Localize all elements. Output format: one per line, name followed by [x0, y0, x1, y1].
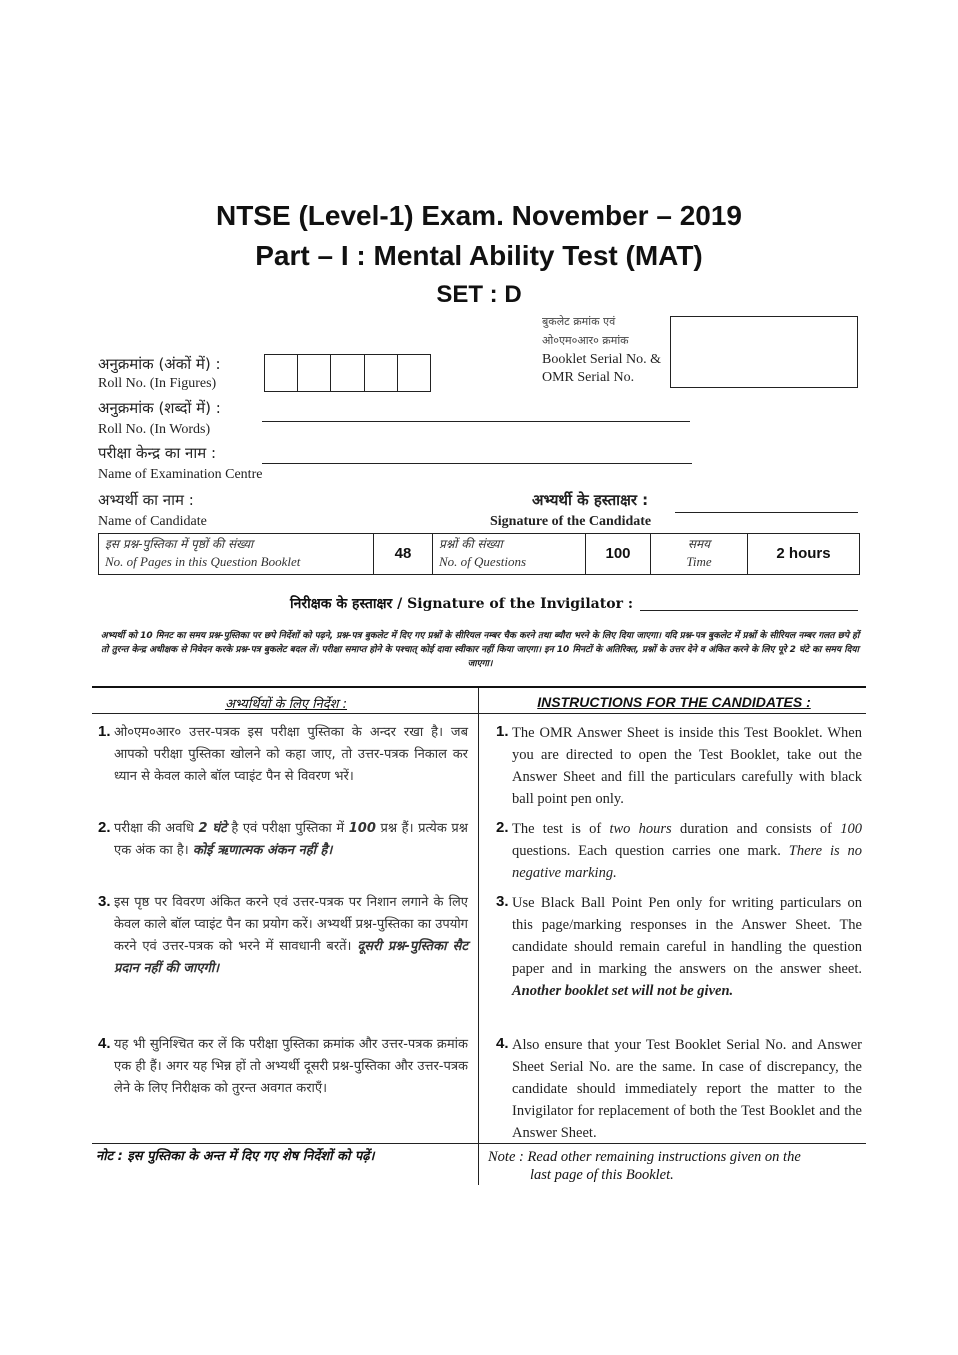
note-en — [488, 1148, 862, 1184]
instruction-text: ओ०एम०आर० उत्तर-पत्रक इस परीक्षा पुस्तिका के अन्दर रखा है। जब आपको परीक्षा पुस्तिका खोलने को कहा जाए, तो उत्तर-पत्रक निकाल कर ध्यान से केवल काले बॉल प्वाइंट पैन से विवरण भरें। — [114, 725, 468, 784]
booklet-serial-label-en-1: Booklet Serial No. & — [542, 352, 661, 367]
set-label: SET : D — [436, 281, 522, 308]
instruction-number: 2. — [496, 819, 509, 836]
time-value: 2 hours — [776, 545, 831, 562]
text-part: questions. Each question carries one mark. — [512, 843, 789, 859]
time-label-hi: समय — [687, 537, 711, 551]
text-part: परीक्षा की अवधि — [114, 821, 199, 836]
time-notice: अभ्यर्थी को 10 मिनट का समय प्रश्न-पुस्तिका पर छपे निर्देशों को पढ़ने, प्रश्न-पत्र बुकलेट में दिए गए प्रश्नों के सीरियल नम्बर चैक करने तथा ब्यौरा भरने के लिए दिया जाएगा। यदि प्रश्न-पत्र बुकलेट में प्रश्नों के सीरियल नम्बर गलत छपे हों तो तुरन्त केन्द्र अधीक्षक से निवेदन करके प्रश्न-पत्र बुकलेट बदल लें। परीक्षा समाप्त होने के पश्चात् कोई दावा स्वीकार नहीं किया जाएगा। इन 10 मिनटों के अतिरिक्त, प्रश्नों के उत्तर देने व अंकित करने के लिए पूरे 2 घंटे का समय दिया जाएगा। — [100, 631, 860, 669]
text-bold: 2 घंटे — [198, 821, 227, 836]
questions-label-en: No. of Questions — [439, 554, 527, 569]
booklet-serial-label-hi-2: ओ०एम०आर० क्रमांक — [542, 334, 629, 347]
instruction-number: 1. — [98, 723, 111, 740]
heading-rule-right — [479, 713, 866, 714]
centre-name-field[interactable] — [262, 463, 692, 464]
roll-digit-box[interactable] — [298, 355, 331, 391]
time-label-en: Time — [686, 554, 712, 569]
instruction-hi-3 — [98, 892, 468, 980]
notes-rule — [92, 1143, 866, 1144]
instruction-text — [114, 892, 468, 980]
text-italic: two hours — [609, 821, 672, 837]
booklet-serial-label-en-2: OMR Serial No. — [542, 370, 635, 385]
text-part: है एवं परीक्षा पुस्तिका में — [226, 821, 349, 836]
centre-label-hi: परीक्षा केन्द्र का नाम : — [98, 444, 217, 462]
instruction-en-4 — [496, 1034, 862, 1144]
invigilator-signature-label: निरीक्षक के हस्ताक्षर / Signature of the Invigilator : — [290, 596, 633, 612]
pages-value: 48 — [374, 534, 433, 574]
instructions-column-divider — [478, 688, 479, 1185]
instruction-number: 1. — [496, 723, 509, 740]
booklet-serial-box[interactable] — [670, 316, 858, 388]
instruction-en-3 — [496, 892, 862, 1002]
text-bold: दूसरी प्रश्न-पुस्तिका सैट प्रदान नहीं की जाएगी। — [114, 939, 468, 976]
instruction-text — [512, 818, 862, 884]
text-part: Use Black Ball Point Pen only for writing particulars on this page/marking responses in the Answer Sheet. The candidate should remain careful in handling the question paper and in marking the answers on the answer sheet. — [512, 895, 862, 977]
note-hi: नोट : इस पुस्तिका के अन्त में दिए गए शेष निर्देशों को पढ़ें। — [96, 1149, 375, 1164]
instructions-heading-en: INSTRUCTIONS FOR THE CANDIDATES : — [537, 694, 811, 710]
instructions-top-rule — [92, 686, 866, 688]
candidate-signature-label-hi: अभ्यर्थी के हस्ताक्षर : — [532, 491, 649, 509]
roll-number-boxes[interactable] — [264, 354, 431, 392]
roll-words-label-hi: अनुक्रमांक (शब्दों में) : — [98, 399, 221, 417]
instruction-number: 4. — [496, 1035, 509, 1052]
time-label-cell — [651, 534, 748, 574]
text-part: इस पृष्ठ पर विवरण अंकित करने एवं उत्तर-पत्रक पर निशान लगाने के लिए केवल काले बॉल प्वाइंट पैन का प्रयोग करें। अभ्यर्थी प्रश्न-पुस्तिका का उपयोग करने एवं उत्तर-पत्रक को भरने में सावधानी बरतें। — [114, 895, 468, 954]
instruction-hi-2 — [98, 818, 468, 862]
instructions-heading-hi: अभ्यर्थियों के लिए निर्देश : — [224, 697, 348, 712]
pages-label-en: No. of Pages in this Question Booklet — [105, 554, 301, 569]
questions-label-cell — [433, 534, 586, 574]
text-bold: 100 — [348, 821, 376, 836]
note-en-line-2: last page of this Booklet. — [530, 1167, 674, 1183]
text-part: प्रश्न हैं। प्रत्येक प्रश्न एक अंक का है। — [114, 821, 468, 858]
centre-label-en: Name of Examination Centre — [98, 467, 263, 482]
instruction-number: 3. — [496, 893, 509, 910]
roll-words-field[interactable] — [262, 421, 690, 422]
instruction-text: Also ensure that your Test Booklet Serial No. and Answer Sheet Serial No. are the same. In case of discrepancy, the candidate should immediately report the matter to the Invigilator for replacement of both the Test Booklet and the Answer Sheet. — [512, 1037, 862, 1141]
roll-digit-box[interactable] — [331, 355, 364, 391]
instruction-number: 3. — [98, 893, 111, 910]
questions-label-hi: प्रश्नों की संख्या — [439, 537, 503, 551]
exam-title: NTSE (Level-1) Exam. November – 2019 — [215, 200, 742, 231]
candidate-name-label-hi: अभ्यर्थी का नाम : — [98, 491, 194, 509]
text-part: The test is of — [512, 821, 610, 837]
instruction-en-1 — [496, 722, 862, 810]
roll-digit-box[interactable] — [398, 355, 430, 391]
part-title: Part – I : Mental Ability Test (MAT) — [255, 240, 703, 271]
roll-digit-box[interactable] — [365, 355, 398, 391]
text-part: duration and consists of — [671, 821, 841, 837]
instruction-text: The OMR Answer Sheet is inside this Test Booklet. When you are directed to open the Test Booklet, take out the Answer Sheet and fill the particulars carefully with black ball point pen only. — [512, 725, 862, 807]
instruction-hi-4 — [98, 1034, 468, 1100]
text-italic: 100 — [840, 821, 862, 837]
instruction-text — [512, 892, 862, 1002]
instruction-number: 4. — [98, 1035, 111, 1052]
roll-digit-box[interactable] — [265, 355, 298, 391]
instruction-number: 2. — [98, 819, 111, 836]
candidate-signature-field[interactable] — [675, 512, 858, 513]
invigilator-signature-field[interactable] — [640, 610, 858, 611]
heading-rule-left — [92, 713, 478, 714]
roll-figures-label-hi: अनुक्रमांक (अंकों में) : — [98, 355, 221, 373]
booklet-serial-label-hi-1: बुकलेट क्रमांक एवं — [542, 315, 616, 328]
instruction-text — [114, 818, 468, 862]
pages-label-hi: इस प्रश्न-पुस्तिका में पृष्ठों की संख्या — [105, 537, 254, 551]
instruction-hi-1 — [98, 722, 468, 788]
text-italic: There is no negative marking. — [512, 843, 862, 881]
booklet-info-table — [98, 533, 860, 575]
note-en-line-1: Note : Read other remaining instructions given on the — [488, 1149, 801, 1165]
instruction-en-2 — [496, 818, 862, 884]
instruction-text: यह भी सुनिश्चित कर लें कि परीक्षा पुस्तिका क्रमांक और उत्तर-पत्रक क्रमांक एक ही हैं। अगर यह भिन्न हों तो अभ्यर्थी दूसरी प्रश्न-पुस्तिका और उत्तर-पत्रक लेने के लिए निरीक्षक को तुरन्त अवगत कराएँ। — [114, 1037, 468, 1096]
pages-label-cell — [99, 534, 374, 574]
candidate-name-label-en: Name of Candidate — [98, 514, 207, 529]
roll-words-label-en: Roll No. (In Words) — [98, 422, 211, 437]
text-bold: कोई ऋणात्मक अंकन नहीं है। — [192, 843, 333, 858]
roll-figures-label-en: Roll No. (In Figures) — [98, 376, 217, 391]
questions-value: 100 — [586, 534, 651, 574]
text-bold: Another booklet set will not be given. — [512, 983, 734, 999]
candidate-signature-label-en: Signature of the Candidate — [490, 514, 652, 529]
